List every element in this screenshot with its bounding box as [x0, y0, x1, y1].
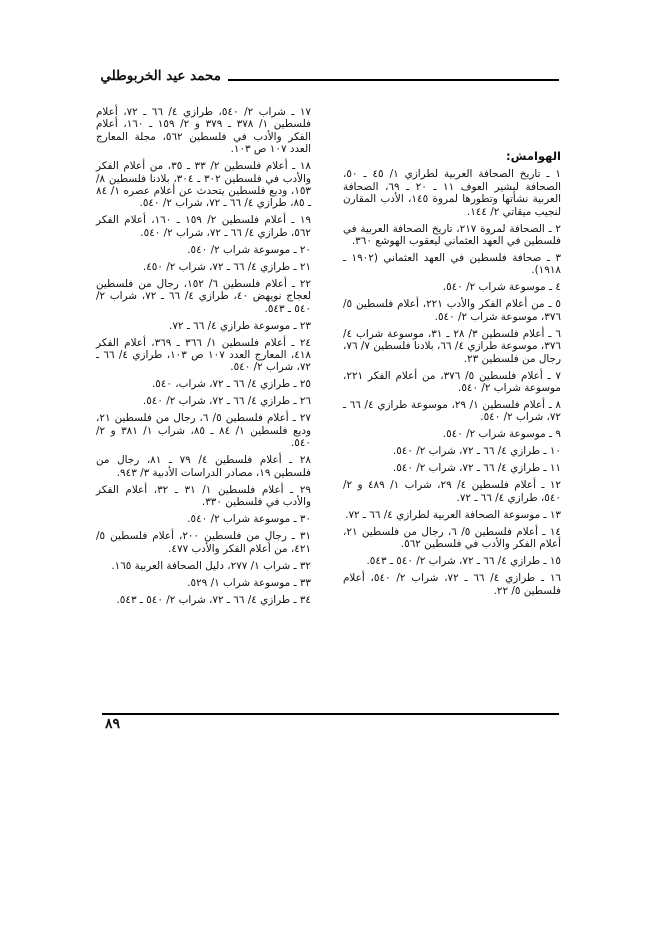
footnote: ١٨ ـ أعلام فلسطين ٢/ ٣٣ ـ ٣٥، من أعلام الفكر والأدب في فلسطين ٣٠٢ ـ ٣٠٤، بلادنا فلسطين ٨/ ١٥٣، وديع فلسطين يتحدث عن أعلام عصره ١/ ٨٤ ـ ٨٥، طرازي ٤/ ٦٦ ـ ٧٢، شراب ٢/ ٥٤٠.: [96, 160, 311, 210]
footnote: ٢١ ـ طرازي ٤/ ٦٦ ـ ٧٢، شراب ٢/ ٤٥٠.: [142, 260, 311, 273]
notes-column-left: [96, 106, 311, 611]
running-header-author: محمد عيد الخربوطلي: [100, 68, 221, 84]
notes-heading: الهوامش:: [506, 149, 561, 163]
header-rule: [228, 79, 559, 81]
footnote: ٦ ـ أعلام فلسطين ٣/ ٢٨ ـ ٣١، موسوعة شراب ٤/ ٣٧٦، موسوعة طرازي ٤/ ٦٦، بلادنا فلسطين ٧/ ٧٦، رجال من فلسطين ٢٣.: [343, 327, 561, 365]
footnote: ٢٦ ـ طرازي ٤/ ٦٦ ـ ٧٢، شراب ٢/ ٥٤٠.: [142, 395, 311, 408]
page-number: ٨٩: [105, 716, 121, 732]
footnote: ٣ ـ صحافة فلسطين في العهد العثماني (١٩٠٢ ـ ١٩١٨).: [343, 252, 561, 277]
footnote: ١٧ ـ شراب ٢/ ٥٤٠، طرازي ٤/ ٦٦ ـ ٧٢، أعلام فلسطين ١/ ٣٧٨ ـ ٣٧٩ و ٢/ ١٥٩ ـ ١٦٠، أعلام الفكر والأدب في فلسطين ٥٦٢، مجلة المعارج العدد ١٠٧ ص ١٠٣.: [96, 106, 312, 156]
footnote: ٤ ـ موسوعة شراب ٢/ ٥٤٠.: [442, 281, 561, 294]
footnote: ٢٧ ـ أعلام فلسطين ٥/ ٦، رجال من فلسطين ٢١، وديع فلسطين ١/ ٨٤ ـ ٨٥، شراب ١/ ٣٨١ و ٢/ ٥٤٠.: [96, 412, 312, 450]
footnote: ٢٨ ـ أعلام فلسطين ٤/ ٧٩ ـ ٨١، رجال من فلسطين ١٩، مصادر الدراسات الأدبية ٣/ ٩٤٣.: [96, 454, 311, 479]
footnote: ٢٩ ـ أعلام فلسطين ١/ ٣١ ـ ٣٢، أعلام الفكر والأدب في فلسطين ٣٣٠.: [96, 483, 311, 509]
footnote: ١٣ ـ موسوعة الصحافة العربية لطرازي ٤/ ٦٦ ـ ٧٢.: [345, 508, 561, 521]
footnote: ٨ ـ أعلام فلسطين ١/ ٢٩، موسوعة طرازي ٤/ ٦٦ ـ ٧٢، شراب ٢/ ٥٤٠.: [343, 399, 561, 424]
footnote: ١١ ـ طرازي ٤/ ٦٦ ـ ٧٢، شراب ٢/ ٥٤٠.: [392, 462, 561, 475]
footnote: ١٥ ـ طرازي ٤/ ٦٦ ـ ٧٢، شراب ٢/ ٥٤٠ ـ ٥٤٣.: [366, 555, 561, 568]
footnote: ١ ـ تاريخ الصحافة العربية لطرازي ١/ ٤٥ ـ ٥٠، الصحافة لبشير العوف ١١ ـ ٢٠ ـ ٦٩، الصحافة العربية نشأتها وتطورها لمروة ١٤٥، الأدب المقارن لنجيب ميقاتي ٢/ ١٤٤.: [343, 168, 561, 218]
footnote: ٢٠ ـ موسوعة شراب ٢/ ٥٤٠.: [187, 243, 311, 256]
footnote: ٣٤ ـ طرازي ٤/ ٦٦ ـ ٧٢، شراب ٢/ ٥٤٠ ـ ٥٤٣.: [116, 593, 311, 606]
footnote: ٥ ـ من أعلام الفكر والأدب ٢٢١، أعلام فلسطين ٥/ ٣٧٦، موسوعة شراب ٢/ ٥٤٠.: [343, 298, 562, 323]
footnote: ٢ ـ الصحافة لمروة ٢١٧، تاريخ الصحافة العربية في فلسطين في العهد العثماني ليعقوب الهوشع ٣٦٠.: [343, 222, 561, 248]
notes-column-right: [343, 150, 561, 602]
footnote: ٩ ـ موسوعة شراب ٢/ ٥٤٠.: [442, 428, 561, 441]
footnote: ١٠ ـ طرازي ٤/ ٦٦ ـ ٧٢، شراب ٢/ ٥٤٠.: [392, 445, 561, 458]
footnote: ٢٤ ـ أعلام فلسطين ١/ ٣٦٦ ـ ٣٦٩، أعلام الفكر ٤١٨، المعارج العدد ١٠٧ ص ١٠٣، طرازي ٤/ ٦٦ ـ ٧٢، شراب ٢/ ٥٤٠.: [96, 336, 312, 374]
footer-rule: [102, 713, 559, 715]
footnote: ٣٢ ـ شراب ١/ ٢٧٧، دليل الصحافة العربية ١٦٥.: [111, 559, 311, 572]
footnote: ٣٣ ـ موسوعة شراب ١/ ٥٢٩.: [187, 576, 311, 589]
footnote: ٢٥ ـ طرازي ٤/ ٦٦ ـ ٧٢، شراب، ٥٤٠.: [151, 378, 311, 391]
footnote: ٣٠ ـ موسوعة شراب ٢/ ٥٤٠.: [187, 513, 311, 526]
footnote: ٧ ـ أعلام فلسطين ٥/ ٣٧٦، من أعلام الفكر ٢٢١، موسوعة شراب ٢/ ٥٤٠.: [343, 369, 561, 395]
footnote: ٢٢ ـ أعلام فلسطين ٦/ ١٥٢، رجال من فلسطين لعجاج نويهض ٤٠، طرازي ٤/ ٦٦ ـ ٧٢، شراب ٢/ ٥٤٠ ـ ٥٤٣.: [96, 277, 311, 315]
footnote: ١٩ ـ أعلام فلسطين ٢/ ١٥٩ ـ ١٦٠، أعلام الفكر ٥٦٢، طرازي ٤/ ٦٦ ـ ٧٢، شراب ٢/ ٥٤٠.: [96, 214, 311, 239]
footnote: ١٦ ـ طرازي ٤/ ٦٦ ـ ٧٢، شراب ٢/ ٥٤٠، أعلام فلسطين ٥/ ٢٢.: [343, 572, 561, 597]
footnote: ٣١ ـ رجال من فلسطين ٢٠٠، أعلام فلسطين ٥/ ٤٢١، من أعلام الفكر والأدب ٤٧٧.: [96, 530, 311, 555]
footnote: ١٤ ـ أعلام فلسطين ٥/ ٦، رجال من فلسطين ٢١، أعلام الفكر والأدب في فلسطين ٥٦٢.: [343, 525, 561, 551]
footnote: ١٢ ـ أعلام فلسطين ٤/ ٢٩، شراب ١/ ٤٨٩ و ٢/ ٥٤٠، طرازي ٤/ ٦٦ ـ ٧٢.: [343, 479, 561, 504]
footnote: ٢٣ ـ موسوعة طرازي ٤/ ٦٦ ـ ٧٢.: [169, 319, 311, 332]
